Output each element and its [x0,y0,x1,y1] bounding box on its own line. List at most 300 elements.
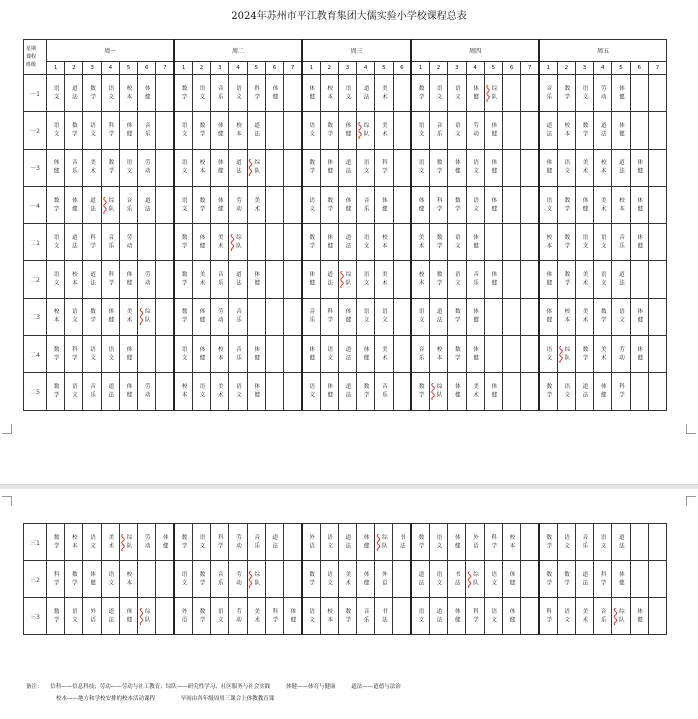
class-row [24,298,667,335]
schedule-cell [138,373,156,410]
subject-name: 体健 [253,271,260,289]
schedule-cell [539,336,557,373]
schedule-cell [594,149,612,186]
subject-name: 美术 [417,233,424,251]
period-number: 7 [284,62,302,75]
subject-name: 数学 [107,159,114,177]
subject-name: 校本 [380,233,387,251]
schedule-cell [229,336,247,373]
subject-name: 语文 [362,308,369,326]
schedule-cell [47,598,65,635]
schedule-cell [411,186,429,223]
schedule-cell [484,524,502,561]
schedule-cell [119,561,137,598]
subject-name: 语文 [70,607,77,625]
subject-name: 体健 [326,233,333,251]
day-header: 周二 [174,40,302,62]
schedule-cell [594,261,612,298]
schedule-cell [393,224,411,261]
subject-name: 科学 [380,159,387,177]
schedule-cell [411,261,429,298]
period-number: 5 [375,62,393,75]
schedule-cell [247,561,265,598]
schedule-cell [338,524,356,561]
schedule-cell [630,75,648,112]
schedule-cell [138,298,156,335]
subject-name: 体健 [417,196,424,214]
subject-name: 体健 [453,159,460,177]
schedule-cell [502,149,520,186]
subject-name: 音乐 [362,196,369,214]
schedule-cell [174,524,192,561]
schedule-cell [484,112,502,149]
subject-name: 校本 [235,121,242,139]
subject-name: 校本 [326,607,333,625]
schedule-cell [65,524,83,561]
subject-name: 音乐 [216,271,223,289]
schedule-cell [375,298,393,335]
schedule-cell [484,75,502,112]
schedule-cell [119,186,137,223]
subject-name: 语文 [326,533,333,551]
subject-name: 音乐 [125,196,132,214]
schedule-cell [247,373,265,410]
subject-name: 体健 [490,121,497,139]
schedule-cell [83,112,101,149]
schedule-cell [247,75,265,112]
schedule-cell [557,149,575,186]
subject-name: 道法 [271,533,278,551]
class-label: 二4 [24,336,47,373]
subject-name: 语文 [70,308,77,326]
schedule-cell [393,524,411,561]
subject-name: 美术 [380,271,387,289]
subject-name: 数学 [362,383,369,401]
subject-name: 体健 [198,233,205,251]
schedule-cell [211,336,229,373]
schedule-cell [174,149,192,186]
schedule-cell [466,561,484,598]
subject-name: 语文 [599,233,606,251]
schedule-cell [211,224,229,261]
subject-name: 体健 [618,84,625,102]
subject-name: 数学 [563,84,570,102]
subject-name: 美术 [581,607,588,625]
schedule-cell [101,149,119,186]
subject-name: 语文 [563,159,570,177]
schedule-cell [575,524,593,561]
subject-name: 校本 [508,533,515,551]
subject-name: 体健 [472,84,479,102]
subject-name: 语文 [180,121,187,139]
schedule-cell [338,561,356,598]
subject-name: 道法 [89,271,96,289]
schedule-cell [521,112,539,149]
schedule-cell [630,298,648,335]
schedule-cell [229,373,247,410]
subject-name: 语文 [581,84,588,102]
subject-name: 语文 [545,345,552,363]
schedule-cell [484,598,502,635]
subject-name: 外语 [89,607,96,625]
schedule-cell [192,598,210,635]
schedule-cell [302,298,320,335]
page-corner-mark [686,496,696,506]
subject-name: 体健 [472,308,479,326]
period-number: 4 [466,62,484,75]
subject-name: 音乐 [235,345,242,363]
schedule-cell [357,186,375,223]
schedule-cell [156,598,174,635]
schedule-cell [101,75,119,112]
schedule-cell [357,373,375,410]
subject-name: 音乐 [545,84,552,102]
subject-name: 语文 [563,607,570,625]
period-number: 4 [357,62,375,75]
subject-name: 综队 [143,607,150,625]
schedule-cell [192,112,210,149]
schedule-cell [594,524,612,561]
schedule-cell [594,298,612,335]
subject-name: 语文 [417,308,424,326]
schedule-cell [393,373,411,410]
schedule-cell [594,373,612,410]
class-row [24,75,667,112]
subject-name: 体健 [198,345,205,363]
schedule-cell [284,261,302,298]
subject-name: 数学 [563,570,570,588]
page-title: 2024年苏州市平江教育集团大儒实验小学校课程总表 [231,11,467,22]
schedule-cell [174,336,192,373]
schedule-cell [284,186,302,223]
class-row [24,149,667,186]
schedule-cell [65,561,83,598]
schedule-cell [539,149,557,186]
schedule-cell [521,561,539,598]
subject-name: 体健 [490,383,497,401]
schedule-cell [302,524,320,561]
schedule-cell [502,561,520,598]
schedule-cell [83,224,101,261]
schedule-cell [594,336,612,373]
subject-name: 道法 [143,196,150,214]
schedule-cell [521,598,539,635]
schedule-cell [557,224,575,261]
schedule-cell [65,149,83,186]
subject-name: 综队 [380,533,387,551]
schedule-cell [265,336,283,373]
schedule-cell [430,224,448,261]
schedule-cell [47,261,65,298]
subject-name: 体健 [490,159,497,177]
period-number: 2 [557,62,575,75]
schedule-cell [265,75,283,112]
schedule-cell [575,373,593,410]
day-header: 周五 [539,40,667,62]
schedule-cell [174,112,192,149]
schedule-cell [47,561,65,598]
schedule-cell [247,598,265,635]
class-label: 一4 [24,186,47,223]
schedule-cell [284,561,302,598]
schedule-cell [557,75,575,112]
schedule-cell [648,224,666,261]
schedule-cell [192,224,210,261]
subject-name: 体健 [472,345,479,363]
schedule-cell [612,149,630,186]
schedule-cell [211,373,229,410]
class-row [24,112,667,149]
subject-name: 美术 [599,345,606,363]
subject-name: 综队 [107,196,114,214]
subject-name: 道法 [70,84,77,102]
subject-name: 外语 [472,533,478,551]
schedule-cell [192,186,210,223]
schedule-cell [83,149,101,186]
schedule-cell [101,373,119,410]
subject-name: 音乐 [599,607,606,625]
subject-name: 语文 [180,159,187,177]
schedule-cell [648,261,666,298]
schedule-cell [448,373,466,410]
period-number: 6 [265,62,283,75]
schedule-cell [138,561,156,598]
schedule-cell [375,224,393,261]
period-number: 7 [156,62,174,75]
subject-name: 校本 [599,159,606,177]
subject-name: 音乐 [362,607,369,625]
schedule-cell [375,75,393,112]
subject-name: 体健 [344,196,351,214]
schedule-cell [229,561,247,598]
subject-name: 科学 [472,607,478,625]
subject-name: 体健 [161,533,168,551]
subject-name: 语文 [107,345,114,363]
schedule-cell [502,298,520,335]
schedule-cell [430,112,448,149]
schedule-cell [357,112,375,149]
subject-name: 体健 [125,271,132,289]
schedule-cell [192,261,210,298]
subject-name: 数学 [198,196,205,214]
schedule-cell [357,336,375,373]
schedule-cell [521,75,539,112]
schedule-cell [539,186,557,223]
schedule-cell [156,524,174,561]
schedule-cell [47,524,65,561]
subject-name: 科学 [435,196,442,214]
schedule-cell [229,149,247,186]
schedule-cell [430,298,448,335]
schedule-cell [356,561,374,598]
subject-name: 数学 [435,159,442,177]
schedule-cell [284,373,302,410]
schedule-cell [302,561,320,598]
subject-name: 数学 [52,533,59,551]
subject-name: 语文 [52,121,59,139]
schedule-cell [357,75,375,112]
subject-name: 数学 [344,607,351,625]
schedule-cell [247,186,265,223]
period-number: 5 [484,62,502,75]
subject-name: 数学 [326,121,333,139]
schedule-cell [411,561,429,598]
page-corner-mark [2,424,12,434]
schedule-cell [484,336,502,373]
schedule-cell [557,186,575,223]
subject-name: 美术 [253,196,260,214]
schedule-cell [521,298,539,335]
schedule-cell [375,261,393,298]
subject-name: 数学 [453,345,460,363]
schedule-cell [375,524,393,561]
subject-name: 语文 [198,533,205,551]
subject-name: 数学 [52,607,59,625]
subject-name: 美术 [89,159,96,177]
period-number: 2 [430,62,448,75]
subject-name: 科学 [52,570,59,588]
subject-name: 科学 [89,233,96,251]
period-number: 1 [302,62,320,75]
subject-name: 体健 [70,196,77,214]
schedule-cell [411,336,429,373]
subject-name: 科学 [599,570,606,588]
subject-name: 体健 [618,121,625,139]
subject-name: 劳动 [234,533,241,551]
subject-name: 科学 [70,345,77,363]
schedule-cell [338,224,356,261]
schedule-cell [211,261,229,298]
note-text: 校本——地方和学校安排的校本活动课程 [56,696,156,702]
subject-name: 校本 [545,233,552,251]
schedule-cell [65,598,83,635]
subject-name: 数学 [180,233,187,251]
schedule-cell [265,298,283,335]
schedule-cell [466,524,484,561]
subject-name: 体健 [545,308,552,326]
schedule-cell [83,524,101,561]
schedule-cell [174,75,192,112]
schedule-cell [247,224,265,261]
subject-name: 数学 [581,121,588,139]
notes-label: 备注： [26,684,43,690]
schedule-cell [265,224,283,261]
subject-name: 道法 [581,570,588,588]
schedule-cell [101,186,119,223]
subject-name: 校本 [125,84,132,102]
schedule-cell [630,149,648,186]
subject-name: 校本 [198,159,205,177]
subject-name: 美术 [581,271,588,289]
schedule-cell [138,186,156,223]
schedule-cell [320,561,338,598]
schedule-cell [284,524,302,561]
notes-line-1 [26,681,686,693]
subject-name: 语文 [362,233,369,251]
subject-name: 体健 [216,159,223,177]
schedule-cell [521,186,539,223]
schedule-cell [265,561,283,598]
schedule-cell [65,224,83,261]
page-corner-mark [686,424,696,434]
schedule-cell [393,149,411,186]
schedule-cell [393,336,411,373]
subject-name: 体健 [453,607,460,625]
schedule-cell [174,186,192,223]
subject-name: 数学 [417,383,424,401]
schedule-cell [284,224,302,261]
subject-name: 语文 [52,84,59,102]
schedule-cell [65,186,83,223]
subject-name: 数学 [453,196,460,214]
subject-name: 音乐 [618,233,625,251]
schedule-cell [502,224,520,261]
schedule-cell [320,336,338,373]
schedule-cell [83,298,101,335]
subject-name: 数学 [417,533,424,551]
period-number: 1 [47,62,65,75]
schedule-cell [284,112,302,149]
schedule-cell [101,261,119,298]
schedule-cell [284,598,302,635]
schedule-cell [429,561,447,598]
schedule-cell [648,75,666,112]
subject-name: 数学 [435,233,442,251]
schedule-cell [411,112,429,149]
subject-name: 美术 [380,84,387,102]
subject-name: 语文 [216,607,223,625]
schedule-cell [229,261,247,298]
schedule-cell [393,298,411,335]
schedule-cell [138,75,156,112]
subject-name: 体健 [636,196,643,214]
subject-name: 劳动 [143,533,150,551]
subject-name: 体健 [125,607,132,625]
schedule-cell [229,75,247,112]
period-number: 7 [521,62,539,75]
schedule-cell [65,336,83,373]
schedule-cell [575,224,593,261]
subject-name: 语文 [52,271,59,289]
subject-name: 美术 [253,607,260,625]
schedule-cell [575,112,593,149]
schedule-cell [448,298,466,335]
schedule-cell [83,373,101,410]
schedule-cell [466,336,484,373]
schedule-cell [575,298,593,335]
subject-name: 外语 [380,570,387,588]
subject-name: 书法 [380,607,387,625]
schedule-cell [521,224,539,261]
subject-name: 数学 [180,271,187,289]
schedule-cell [612,598,630,635]
subject-name: 体健 [326,159,333,177]
schedule-cell [229,112,247,149]
subject-name: 道法 [326,271,333,289]
subject-name: 体健 [125,383,132,401]
subject-name: 体健 [308,84,315,102]
schedule-cell [466,298,484,335]
schedule-cell [557,298,575,335]
period-number: 6 [138,62,156,75]
subject-name: 综队 [617,607,624,625]
subject-name: 综队 [143,308,150,326]
subject-name: 音乐 [216,84,223,102]
subject-name: 美术 [380,345,387,363]
class-row [24,186,667,223]
schedule-cell [612,524,630,561]
subject-name: 数学 [198,121,205,139]
